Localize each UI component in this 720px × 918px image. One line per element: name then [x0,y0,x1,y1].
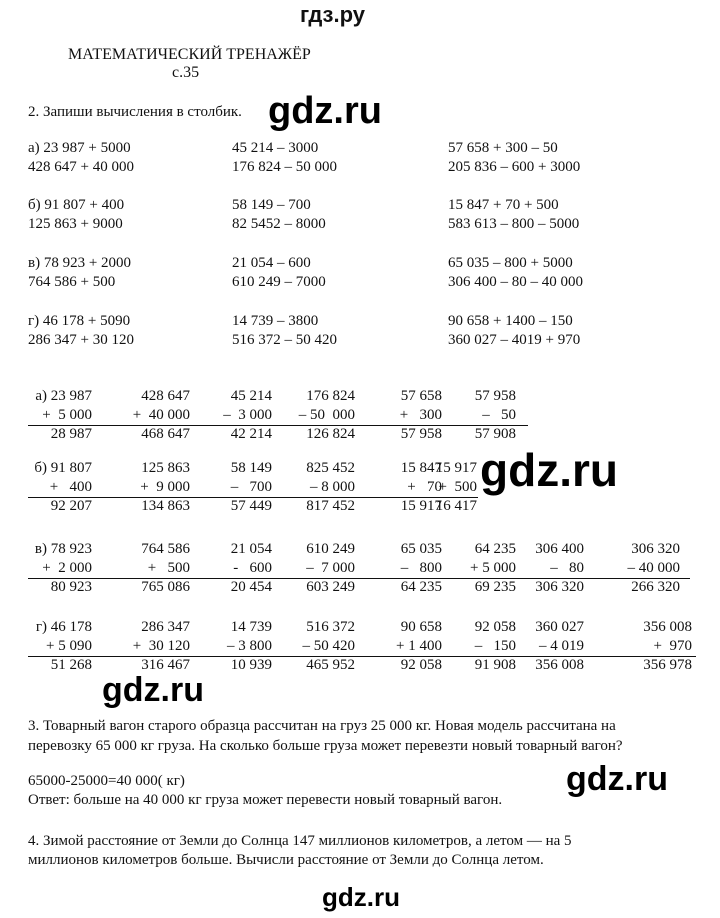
column-mid-cell: + 40 000 [132,407,190,423]
watermark: gdz.ru [102,671,204,709]
column-top-cell: 15 847 [400,460,442,476]
column-top-cell: 516 372 [306,619,355,635]
column-res-cell: 356 008 [535,657,584,673]
column-mid-cell: + 5 090 [46,638,92,654]
column-top-cell: 15 917 [435,460,477,476]
sum-line [28,656,696,657]
expression-item: 45 214 – 3000 [232,140,319,156]
column-mid-cell: + 500 [147,560,190,576]
task3-answer: Ответ: больше на 40 000 кг груза может перевести новый товарный вагон. [28,792,503,808]
expression-item: 90 658 + 1400 – 150 [448,313,573,329]
watermark: gdz.ru [322,882,400,912]
column-res-cell: 69 235 [474,579,516,595]
column-res-cell: 42 214 [230,426,272,442]
expression-item: 516 372 – 50 420 [232,332,337,348]
watermark: gdz.ru [268,90,382,132]
column-mid-cell: + 9 000 [140,479,190,495]
column-mid-cell: – 50 [482,407,516,423]
column-mid-cell: – 80 [550,560,584,576]
column-top-cell: 90 658 [400,619,442,635]
expression-item: 14 739 – 3800 [232,313,319,329]
expression-item: 583 613 – 800 – 5000 [448,216,580,232]
expression-item: 306 400 – 80 – 40 000 [448,274,583,290]
expression-item: 764 586 + 500 [28,274,116,290]
column-mid-cell: + 5 000 [42,407,92,423]
column-top-cell: а) 23 987 [35,388,92,404]
column-res-cell: 92 058 [400,657,442,673]
column-res-cell: 57 449 [230,498,272,514]
column-top-cell: б) 91 807 [34,460,92,476]
column-mid-cell: + 2 000 [42,560,92,576]
column-mid-cell: – 4 019 [539,638,584,654]
column-res-cell: 20 454 [230,579,272,595]
task4-text-1: 4. Зимой расстояние от Земли до Солнца 147 миллионов километров, а летом — на 5 [28,833,572,849]
column-mid-cell: – 3 800 [227,638,272,654]
column-res-cell: 266 320 [631,579,680,595]
column-top-cell: 64 235 [474,541,516,557]
column-res-cell: 126 824 [306,426,355,442]
column-top-cell: 306 320 [631,541,680,557]
column-mid-cell: – 800 [400,560,442,576]
column-mid-cell: – 7 000 [306,560,355,576]
column-res-cell: 468 647 [141,426,190,442]
column-top-cell: в) 78 923 [34,541,92,557]
expression-item: г) 46 178 + 5090 [28,313,131,329]
column-top-cell: 825 452 [306,460,355,476]
column-res-cell: 57 958 [400,426,442,442]
column-top-cell: 65 035 [400,541,442,557]
column-top-cell: 306 400 [535,541,584,557]
column-res-cell: 80 923 [50,579,92,595]
column-res-cell: 603 249 [306,579,355,595]
column-mid-cell: + 30 120 [132,638,190,654]
expression-item: 57 658 + 300 – 50 [448,140,558,156]
column-res-cell: 15 917 [400,498,442,514]
expression-item: в) 78 923 + 2000 [28,255,132,271]
expression-item: 65 035 – 800 + 5000 [448,255,573,271]
column-top-cell: 14 739 [230,619,272,635]
column-res-cell: 28 987 [50,426,92,442]
column-res-cell: 316 467 [141,657,190,673]
expression-item: 286 347 + 30 120 [28,332,134,348]
sum-line [28,497,478,498]
expression-item: 610 249 – 7000 [232,274,326,290]
column-mid-cell: - 600 [233,560,272,576]
sum-line [28,578,690,579]
column-top-cell: 356 008 [643,619,692,635]
task2-heading: 2. Запиши вычисления в столбик. [28,104,242,120]
column-top-cell: 428 647 [141,388,190,404]
task4-text-2: миллионов километров больше. Вычисли расстояние от Земли до Солнца летом. [28,852,544,868]
column-res-cell: 306 320 [535,579,584,595]
watermark: gdz.ru [480,444,618,496]
column-top-cell: 57 658 [400,388,442,404]
expression-item: 82 5452 – 8000 [232,216,326,232]
column-top-cell: г) 46 178 [35,619,92,635]
column-top-cell: 176 824 [306,388,355,404]
column-top-cell: 21 054 [230,541,272,557]
column-res-cell: 765 086 [141,579,190,595]
column-res-cell: 817 452 [306,498,355,514]
expression-item: 360 027 – 4019 + 970 [448,332,581,348]
column-mid-cell: – 8 000 [310,479,355,495]
column-res-cell: 16 417 [435,498,477,514]
task3-text-2: перевозку 65 000 кг груза. На сколько больше груза может перевезти новый товарный вагон? [28,738,623,754]
page-title: МАТЕМАТИЧЕСКИЙ ТРЕНАЖЁР [68,46,311,63]
column-top-cell: 610 249 [306,541,355,557]
expression-item: б) 91 807 + 400 [28,197,125,213]
column-res-cell: 51 268 [50,657,92,673]
column-top-cell: 125 863 [141,460,190,476]
column-top-cell: 286 347 [141,619,190,635]
page-number: с.35 [172,64,200,81]
column-top-cell: 92 058 [474,619,516,635]
column-res-cell: 92 207 [50,498,92,514]
column-top-cell: 360 027 [535,619,584,635]
column-top-cell: 45 214 [230,388,272,404]
expression-item: 15 847 + 70 + 500 [448,197,559,213]
expression-item: 21 054 – 600 [232,255,311,271]
task3-text-1: 3. Товарный вагон старого образца рассчитан на груз 25 000 кг. Новая модель рассчитана на [28,718,616,734]
column-mid-cell: – 700 [230,479,272,495]
column-mid-cell: + 5 000 [470,560,516,576]
watermark: gdz.ru [566,760,668,798]
expression-item: а) 23 987 + 5000 [28,140,131,156]
column-res-cell: 64 235 [400,579,442,595]
column-mid-cell: – 3 000 [223,407,272,423]
column-mid-cell: – 50 420 [302,638,355,654]
sum-line [28,425,528,426]
expression-item: 125 863 + 9000 [28,216,123,232]
column-mid-cell: + 500 [438,479,477,495]
column-top-cell: 57 958 [474,388,516,404]
task3-solution: 65000-25000=40 000( кг) [28,773,185,789]
column-mid-cell: + 1 400 [396,638,442,654]
column-mid-cell: – 40 000 [627,560,680,576]
column-mid-cell: + 300 [399,407,442,423]
column-top-cell: 58 149 [230,460,272,476]
expression-item: 428 647 + 40 000 [28,159,134,175]
column-mid-cell: + 400 [49,479,92,495]
expression-item: 58 149 – 700 [232,197,311,213]
column-res-cell: 356 978 [643,657,692,673]
column-res-cell: 134 863 [141,498,190,514]
column-res-cell: 10 939 [230,657,272,673]
expression-item: 176 824 – 50 000 [232,159,337,175]
site-header: гдз.ру [300,2,365,27]
column-mid-cell: + 70 [407,479,442,495]
expression-item: 205 836 – 600 + 3000 [448,159,581,175]
column-res-cell: 465 952 [306,657,355,673]
column-mid-cell: – 50 000 [298,407,355,423]
column-mid-cell: – 150 [474,638,516,654]
column-top-cell: 764 586 [141,541,190,557]
column-res-cell: 57 908 [474,426,516,442]
column-mid-cell: + 970 [653,638,692,654]
column-res-cell: 91 908 [474,657,516,673]
